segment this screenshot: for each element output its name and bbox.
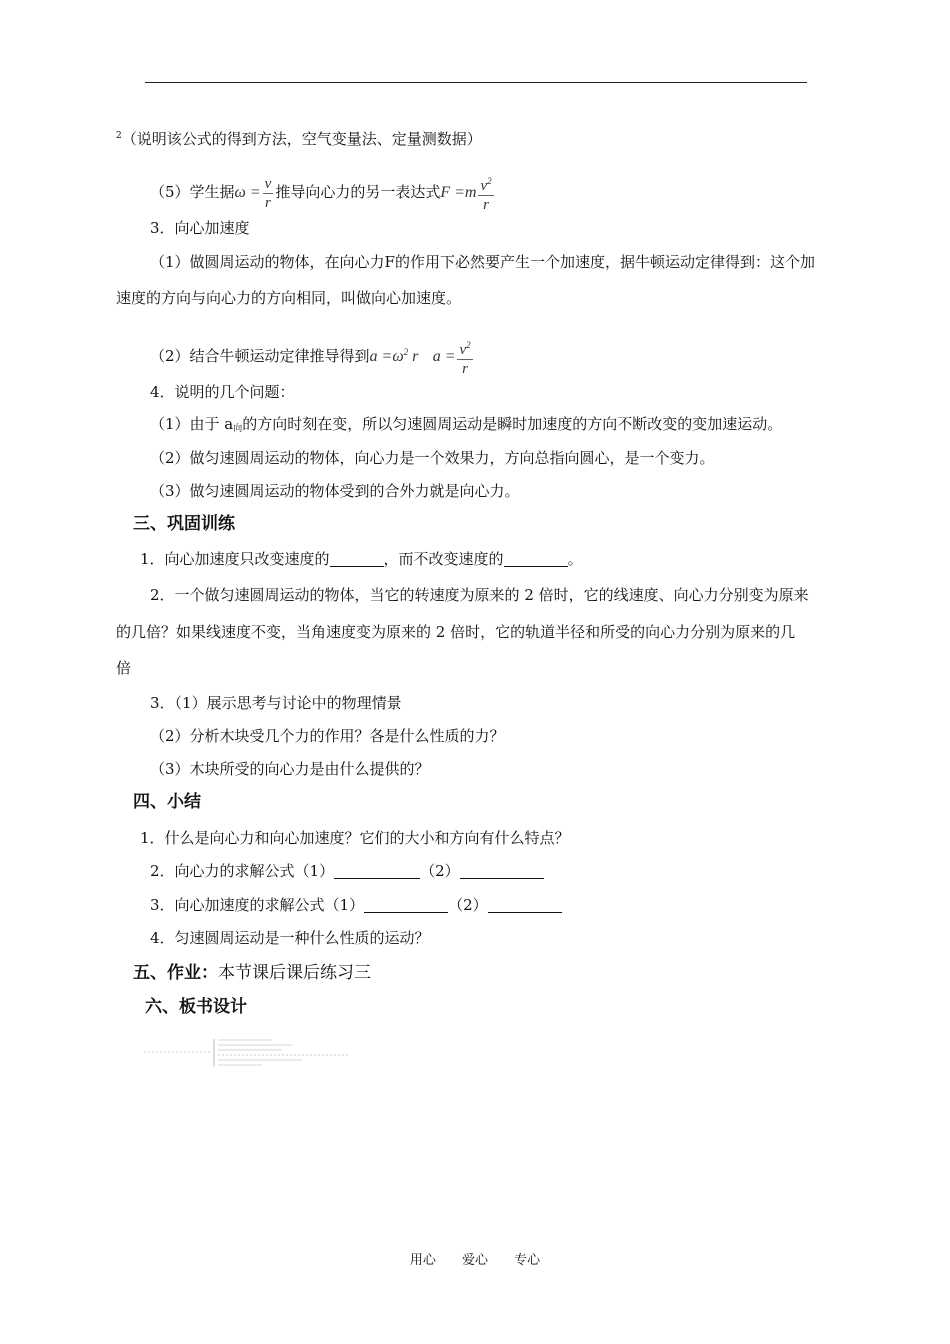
item5-label: （5）学生据 [150,183,235,201]
sec3-p2-line: （2）结合牛顿运动定律推导得到$a =\omega^2$ r a = $\frac{v^2}{r}$ [150,336,475,378]
sec4-item-1: （1）由于 $a_向$的方向时刻在变，所以匀速圆周运动是瞬时加速度的方向不断改变的变加速运动。 [150,415,783,434]
summary-4: 4．匀速圆周运动是一种什么性质的运动？ [150,929,430,947]
sec4-item-3: （3）做匀速圆周运动的物体受到的合外力就是向心力。 [150,482,520,500]
fraction-v2-over-r-accel: $\frac{v^2}{r}$ [459,340,471,377]
note-marker: 2 [116,131,122,141]
train-3-line1: 3．（1）展示思考与讨论中的物理情景 [150,694,402,712]
heading-homework: 五、作业：本节课后课后练习三 [133,963,371,983]
train-3-line3: （3）木块所受的向心力是由什么提供的？ [150,760,430,778]
train-2-line1: 2．一个做匀速圆周运动的物体，当它的转速度为原来的 2 倍时，它的线速度、向心力分别变为原来 [150,586,809,604]
page-footer: 用心 爱心 专心 [409,1253,541,1268]
fraction-v-over-r: $\frac{v}{r}$ [264,175,272,211]
note-text: （说明该公式的得到方法，空气变量法、定量测数据） [121,130,482,148]
train-2-line3: 倍 [116,659,132,677]
summary-2: 2．向心力的求解公式（1） （2） [150,861,544,881]
blank-4 [460,862,544,879]
train-3-line2: （2）分析木块受几个力的作用？各是什么性质的力？ [150,727,505,745]
accel-eq-1: a =ω [369,348,404,365]
blank-1 [330,550,384,567]
omega-eq: ω = [234,184,261,201]
accel-eq-2: a = [432,348,456,365]
heading-board-design: 六、板书设计 [145,997,247,1017]
heading-summary: 四、小结 [133,792,201,812]
blank-2 [504,550,568,567]
train-2-line2: 的几倍？如果线速度不变，当角速度变为原来的 2 倍时，它的轨道半径和所受的向心力分别为原来的几 [116,623,796,641]
sec3-p1-line2: 速度的方向与向心力的方向相同，叫做向心加速度。 [116,289,462,307]
train-1: 1．向心加速度只改变速度的 ，而不改变速度的 。 [140,550,583,568]
blank-6 [488,896,562,913]
header-rule [145,82,807,83]
sec3-title: 3．向心加速度 [150,219,250,237]
blank-3 [334,862,420,879]
summary-1: 1．什么是向心力和向心加速度？它们的大小和方向有什么特点？ [140,829,570,847]
item5-line [150,172,496,214]
summary-3: 3．向心加速度的求解公式（1） （2） [150,895,562,915]
blank-5 [364,896,448,913]
sec4-item-2: （2）做匀速圆周运动的物体，向心力是一个效果力，方向总指向圆心，是一个变力。 [150,449,715,467]
force-eq: F =m [440,184,477,201]
sec4-title: 4．说明的几个问题： [150,383,295,401]
fraction-v2-over-r: $\frac{v^2}{r}$ [480,176,492,213]
board-design-thumbnail [142,1036,352,1070]
item5-middle: 推导向心力的另一表达式 [275,183,441,201]
sec3-p1-line1: （1）做圆周运动的物体，在向心力F的作用下必然要产生一个加速度，据牛顿运动定律得到：这个加 [150,253,815,271]
heading-consolidation: 三、巩固训练 [133,514,235,534]
note-line [116,126,482,149]
sec3-p2-label: （2）结合牛顿运动定律推导得到 [150,347,370,365]
